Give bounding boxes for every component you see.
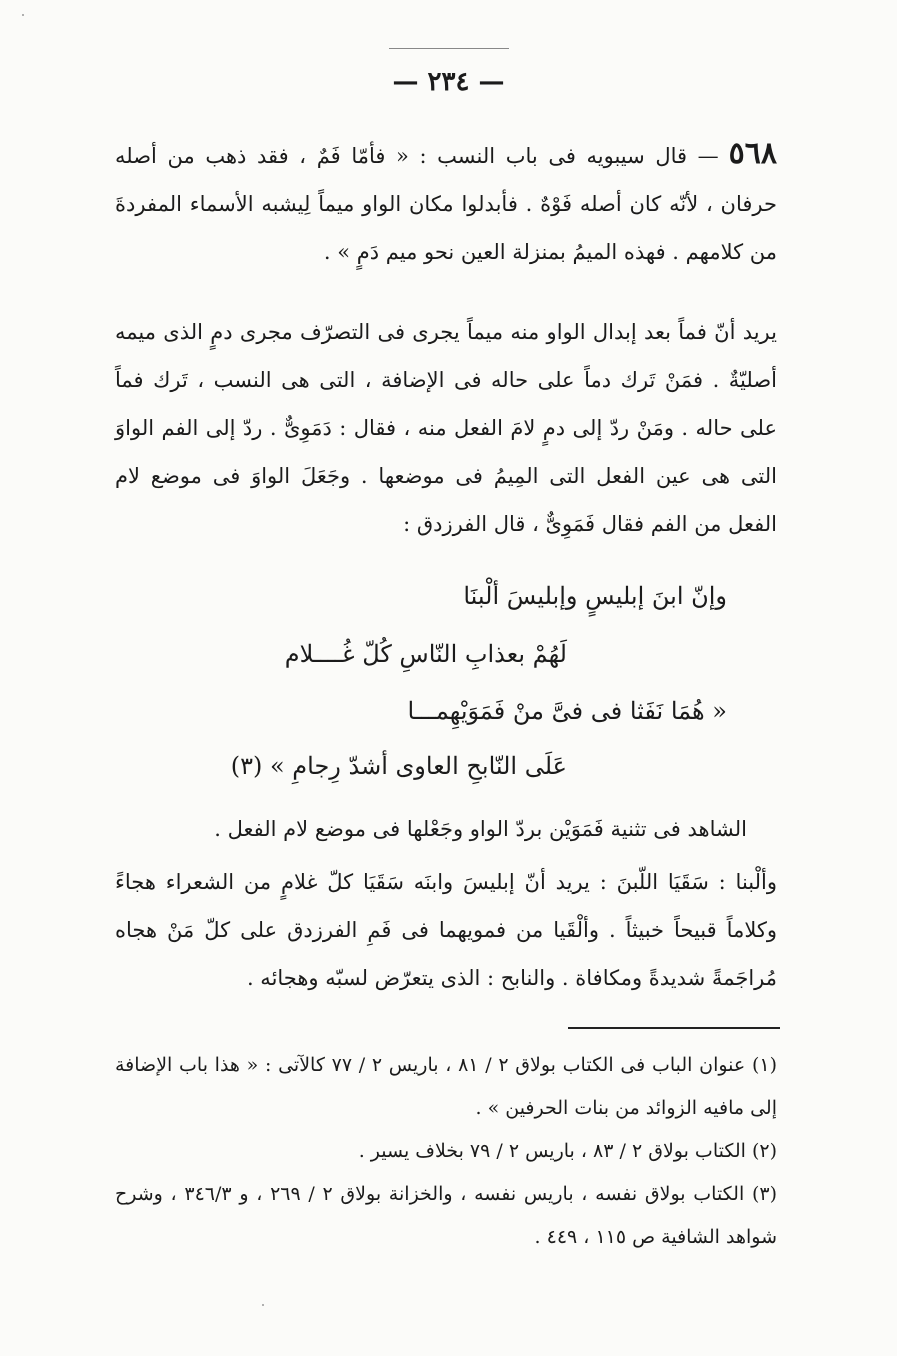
paragraph-4-text: وألْبنا : سَقَيَا اللّبنَ : يريد أنّ إبليسَ وابنَه سَقَيَا كلّ غلامٍ من الشعراء هجاءً وكلاماً قبيحاً خبيثاً . وألْقَيا من فمويهما فى فَمِ الفرزدق على كلّ مَنْ هجاه مُراجَمةً شديدةً ومكافاة . والنابح : الذى يتعرّض لسبّه وهجائه . [115, 870, 777, 990]
paragraph-3-text: الشاهد فى تثنية فَمَوَيْن بردّ الواو وجَعْلها فى موضع لام الفعل . [214, 817, 747, 841]
page-header [0, 62, 897, 102]
scan-speck [22, 14, 24, 16]
footnote-2: (٢) الكتاب بولاق ٢ / ٨٣ ، باريس ٢ / ٧٩ بخلاف يسير . [358, 1140, 777, 1162]
paragraph-1 [115, 130, 777, 276]
verse-line-3: « هُمَا نَفَثا فى فىَّ منْ فَمَوَيْهِمـــا [407, 697, 727, 725]
footnote-rule [568, 1027, 780, 1029]
paragraph-2 [115, 308, 777, 548]
verse-line-4: عَلَى النّابحِ العاوى أشدّ رِجامِ » (٣) [230, 752, 567, 780]
page-number: — ٢٣٤ — [392, 67, 505, 97]
paragraph-1-text: — قال سيبويه فى باب النسب : « فأمّا فَمٌ ، فقد ذهب من أصله حرفان ، لأنّه كان أصله فَوْهٌ . فأبدلوا مكان الواو ميماً لِيشبه الأسماء المفردةَ من كلامهم . فهذه الميمُ بمنزلة العين نحو ميم دَمٍ » . [115, 144, 777, 264]
footnotes [115, 1044, 777, 1259]
verse-line-2: لَهُمْ بعذابِ النّاسِ كُلّ غُــــلام [284, 640, 567, 668]
paragraph-3 [85, 805, 747, 853]
header-mark [389, 48, 509, 49]
footnote-1: (١) عنوان الباب فى الكتاب بولاق ٢ / ٨١ ، باريس ٢ / ٧٧ كالآتى : « هذا باب الإضافة إلى مافيه الزوائد من بنات الحرفين » . [115, 1054, 778, 1119]
scan-speck [262, 1304, 264, 1306]
verse-line-1: وإنّ ابنَ إبليسٍ وإبليسَ ألْبنَا [463, 582, 727, 610]
paragraph-2-text: يريد أنّ فماً بعد إبدال الواو منه ميماً يجرى فى التصرّف مجرى دمٍ الذى ميمه أصليّةٌ . فمَنْ تَرك دماً على حاله فى الإضافة ، التى هى النسب ، تَرك فماً على حاله . ومَنْ ردّ إلى دمٍ لامَ الفعل منه ، فقال : دَمَوِىٌّ . ردّ إلى الفم الواوَ التى هى عين الفعل التى المِيمُ فى موضعها . وجَعَلَ الواوَ فى موضع لام الفعل من الفم فقال فَمَوِىٌّ ، قال الفرزدق : [115, 320, 778, 536]
footnote-3: (٣) الكتاب بولاق نفسه ، باريس نفسه ، والخزانة بولاق ٢ / ٢٦٩ ، و ٣٤٦/٣ ، وشرح شواهد الشافية ص ١١٥ ، ٤٤٩ . [115, 1183, 777, 1248]
paragraph-4 [115, 858, 777, 1002]
entry-number: ٥٦٨ [728, 136, 777, 171]
